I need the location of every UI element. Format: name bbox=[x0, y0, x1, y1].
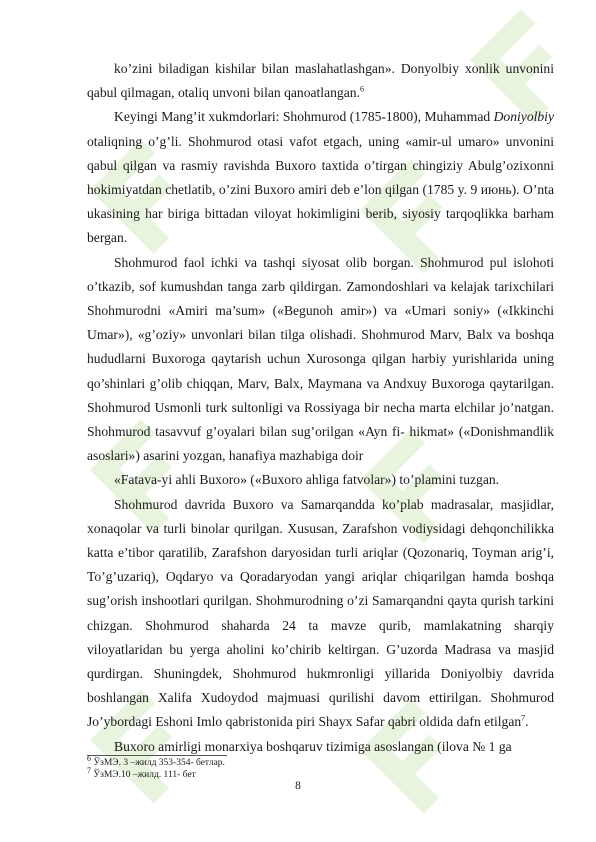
footnote-item bbox=[87, 753, 554, 770]
paragraph-text: Keyingi Mang’it xukmdorlari: Shohmurod (1785-1800), Muhammad bbox=[114, 109, 491, 125]
paragraph: Shohmurod davrida Buxoro va Samarqandda ko’plab madrasalar, masjidlar, xonaqolar va turli binolar qurilgan. Xususan, Zarafshon vodiysidagi dehqonchilikka katta e’tibor qaratilib, Zarafshon daryosidan turli ariqlar (Qozonariq, Toyman arig’i, To’g’uzariq), Oqdaryo va Qoradaryodan yangi ariqlar chiqarilgan hamda boshqa sug’orish inshootlari qurilgan. Shohmurodning o’zi Samarqandni qayta qurish tarkini chizgan. Shohmurod shaharda 24 ta mavze qurib, mamlakatning sharqiy viloyatlaridan bu yerga aholini ko’chirib keltirgan. G’uzorda Madrasa va masjid qurdirgan. Shuningdek, Shohmurod hukmronligi yillarida Doniyolbiy davrida boshlangan Xalifa Xudoydod majmuasi qurilishi davom ettirilgan. Shohmurod Jo’ybordagi Eshoni Imlo qabristonida piri Shayx Safar qabri oldida dafn etilgan$^7$. bbox=[87, 496, 554, 730]
footnote-text: ЎзМЭ.10 –жилд. 111- бет bbox=[91, 769, 196, 780]
paragraph bbox=[87, 468, 554, 492]
page-body bbox=[87, 57, 554, 759]
paragraph-text: Buxoro amirligi monarxiya boshqaruv tizimiga asoslangan (ilova № 1 ga bbox=[114, 738, 512, 754]
paragraph-text: ko’zini biladigan kishilar bilan maslahatlashgan». Donyolbiy xonlik unvonini qabul qilmagan, otaliq unvoni bilan qanoatlangan. bbox=[87, 61, 554, 101]
paragraph-text: «Fatava-yi ahli Buxoro» («Buxoro ahliga fatvolar») to’plamini tuzgan. bbox=[114, 472, 500, 488]
paragraph-text: otaliqning o’g’li. Shohmurod otasi vafot etgach, uning «amir-ul umaro» unvonini qabul qilgan va rasmiy ravishda Buxoro taxtida o’tirgan chingiziy Abulg’ozixonni hokimiyatdan chetlatib, o’zini Buxoro amiri deb e’lon qilgan (1785 y. 9 июнь). O’nta ukasining har biriga bittadan viloyat hokimligini berib, siyosiy tarqoqlikka barham bergan. bbox=[87, 133, 554, 246]
paragraph-text: Shohmurod davrida Buxoro va Samarqandda ko’plab madrasalar, masjidlar, xonaqolar va turli binolar qurilgan. Xususan, Zarafshon vodiysidagi dehqonchilikka katta e’tibor qaratilib, Zarafshon daryosidan turli ariqlar (Qozonariq, Toyman arig’i, To’g’uzariq), Oqdaryo va Qoradaryodan yangi ariqlar chiqarilgan hamda boshqa sug’orish inshootlari qurilgan. Shohmurodning o’zi Samarqandni qayta qurish tarkini chizgan. Shohmurod shaharda 24 ta mavze qurib, mamlakatning sharqiy viloyatlaridan bu yerga aholini ko’chirib keltirgan. G’uzorda Madrasa va masjid qurdirgan. Shuningdek, Shohmurod hukmronligi yillarida Doniyolbiy davrida boshlangan Xalifa Xudoydod majmuasi qurilishi davom ettirilgan. Shohmurod Jo’ybordagi Eshoni Imlo qabristonida piri Shayx Safar qabri oldida dafn etilgan bbox=[87, 496, 554, 730]
paragraph bbox=[87, 105, 554, 250]
footnote-marker[interactable]: 7 bbox=[521, 713, 526, 723]
footnote-text: ЎзМЭ. 3 –жилд 353-354- бетлар. bbox=[91, 758, 225, 768]
paragraph bbox=[87, 57, 554, 105]
footnote-mark: 7 bbox=[87, 765, 91, 775]
footnotes bbox=[87, 753, 554, 781]
footnote-mark: 6 bbox=[87, 753, 91, 763]
paragraph bbox=[87, 251, 554, 469]
footnote-marker[interactable]: 6 bbox=[359, 84, 364, 94]
italic-name: Doniyolbiy bbox=[493, 109, 554, 125]
footnote-divider bbox=[87, 755, 227, 756]
page-number: 8 bbox=[295, 780, 301, 792]
paragraph-text: Shohmurod faol ichki va tashqi siyosat olib borgan. Shohmurod pul islohoti o’tkazib, sof kumushdan tanga zarb qildirgan. Zamondoshlari va kelajak tarixchilari Shohmurodni «Amiri ma’sum» («Begunoh amir») va «Umari soniy» («Ikkinchi Umar»), «g’oziy» unvonlari bilan tilga olishadi. Shohmurod Marv, Balx va boshqa hududlarni Buxoroga qaytarish uchun Xurosonga qilgan harbiy yurishlarida uning qo’shinlari g’olib chiqqan, Marv, Balx, Maymana va Andxuy Buxoroga qaytarilgan. Shohmurod Usmonli turk sultonligi va Rossiyaga bir necha marta elchilar jo’natgan. Shohmurod tasavvuf g’oyalari bilan sug’orilgan «Ayn fi- hikmat» («Donishmandlik asoslari») asarini yozgan, hanafiya mazhabiga doir bbox=[87, 254, 554, 464]
